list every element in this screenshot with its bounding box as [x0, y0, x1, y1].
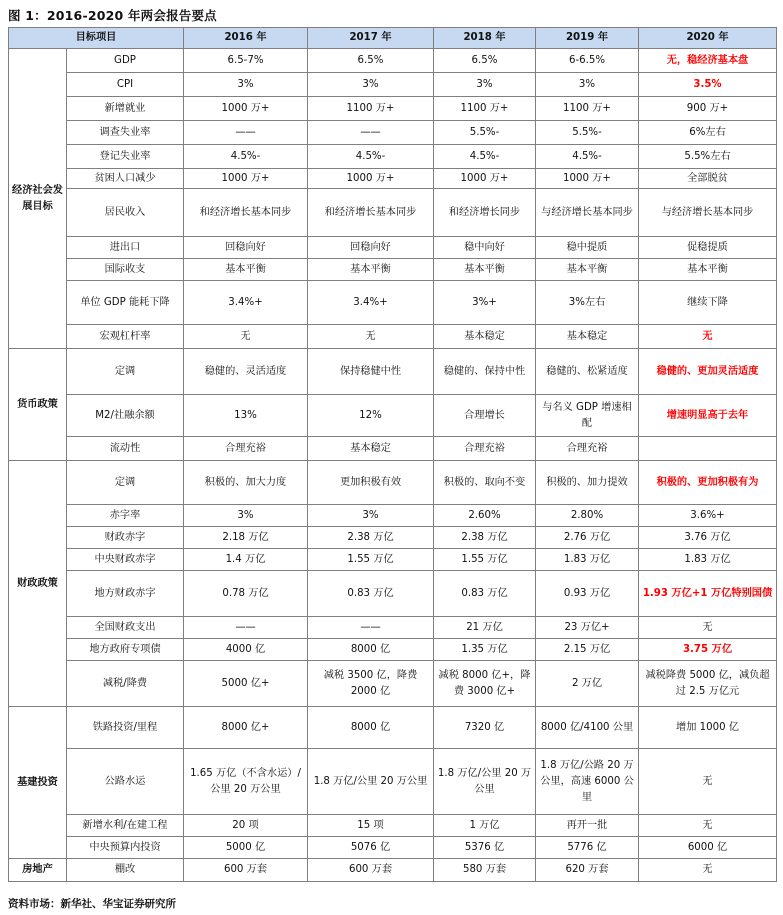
value-cell: 增速明显高于去年	[639, 395, 777, 437]
row-label: 棚改	[67, 859, 184, 882]
value-cell: 5076 亿	[308, 837, 434, 859]
table-row	[9, 527, 777, 549]
value-cell: 1100 万+	[308, 97, 434, 121]
table-row	[9, 97, 777, 121]
row-label: 中央财政赤字	[67, 549, 184, 571]
table-row	[9, 859, 777, 882]
value-cell: 23 万亿+	[536, 617, 639, 639]
value-cell: 1.83 万亿	[536, 549, 639, 571]
value-cell: 更加积极有效	[308, 461, 434, 505]
value-cell: 1100 万+	[434, 97, 536, 121]
value-cell: 1.65 万亿（不含水运）/公里 20 万公里	[184, 749, 308, 815]
value-cell: 减税降费 5000 亿，减负超过 2.5 万亿元	[639, 661, 777, 707]
value-cell: ——	[308, 617, 434, 639]
value-cell: 基本稳定	[434, 325, 536, 349]
value-cell: 20 项	[184, 815, 308, 837]
value-cell: 1.55 万亿	[434, 549, 536, 571]
value-cell: 和经济增长同步	[434, 189, 536, 237]
table-row	[9, 49, 777, 73]
row-label: 进出口	[67, 237, 184, 259]
value-cell: 稳中向好	[434, 237, 536, 259]
value-cell: 3.4%+	[308, 281, 434, 325]
value-cell: 3.5%	[639, 73, 777, 97]
value-cell: 无	[639, 749, 777, 815]
value-cell: 2.76 万亿	[536, 527, 639, 549]
value-cell: 增加 1000 亿	[639, 707, 777, 749]
value-cell: 回稳向好	[308, 237, 434, 259]
value-cell: 1.93 万亿+1 万亿特别国债	[639, 571, 777, 617]
table-row	[9, 281, 777, 325]
value-cell	[639, 437, 777, 461]
header-item: 目标项目	[9, 28, 184, 49]
value-cell: 3%+	[434, 281, 536, 325]
table-row	[9, 815, 777, 837]
source-note: 资料市场：新华社、华宝证券研究所	[8, 898, 176, 910]
value-cell: 2.38 万亿	[308, 527, 434, 549]
row-label: CPI	[67, 73, 184, 97]
value-cell: 继续下降	[639, 281, 777, 325]
value-cell: 4.5%-	[308, 145, 434, 169]
table-row	[9, 749, 777, 815]
header-year: 2016 年	[184, 28, 308, 49]
row-label: 流动性	[67, 437, 184, 461]
value-cell: 积极的、取向不变	[434, 461, 536, 505]
value-cell: 3%	[184, 505, 308, 527]
value-cell: 1.8 万亿/公路 20 万公里，高速 6000 公里	[536, 749, 639, 815]
value-cell: ——	[308, 121, 434, 145]
value-cell: 积极的、加大力度	[184, 461, 308, 505]
value-cell: 与经济增长基本同步	[536, 189, 639, 237]
header-year: 2020 年	[639, 28, 777, 49]
value-cell: 促稳提质	[639, 237, 777, 259]
value-cell: 合理充裕	[536, 437, 639, 461]
row-label: GDP	[67, 49, 184, 73]
row-label: 国际收支	[67, 259, 184, 281]
table-row	[9, 73, 777, 97]
row-label: M2/社融余额	[67, 395, 184, 437]
table-row	[9, 349, 777, 395]
row-label: 地方财政赤字	[67, 571, 184, 617]
value-cell: 基本平衡	[434, 259, 536, 281]
value-cell: ——	[184, 121, 308, 145]
value-cell: 1000 万+	[308, 169, 434, 189]
row-label: 贫困人口减少	[67, 169, 184, 189]
table-row	[9, 395, 777, 437]
row-label: 地方政府专项债	[67, 639, 184, 661]
value-cell: 8000 亿+	[184, 707, 308, 749]
value-cell: 12%	[308, 395, 434, 437]
value-cell: 15 项	[308, 815, 434, 837]
value-cell: 2.80%	[536, 505, 639, 527]
value-cell: 1.55 万亿	[308, 549, 434, 571]
value-cell: 积极的、更加积极有为	[639, 461, 777, 505]
value-cell: 0.83 万亿	[434, 571, 536, 617]
header-row	[9, 28, 777, 49]
value-cell: 基本稳定	[308, 437, 434, 461]
value-cell: 1000 万+	[434, 169, 536, 189]
row-label: 新增就业	[67, 97, 184, 121]
value-cell: 1 万亿	[434, 815, 536, 837]
group-label: 货币政策	[9, 349, 67, 461]
value-cell: 基本稳定	[536, 325, 639, 349]
value-cell: 1.35 万亿	[434, 639, 536, 661]
value-cell: 1.8 万亿/公里 20 万公里	[308, 749, 434, 815]
value-cell: 减税 8000 亿+，降费 3000 亿+	[434, 661, 536, 707]
table-row	[9, 237, 777, 259]
value-cell: 2.18 万亿	[184, 527, 308, 549]
value-cell: 再开一批	[536, 815, 639, 837]
value-cell: 2 万亿	[536, 661, 639, 707]
row-label: 新增水利/在建工程	[67, 815, 184, 837]
value-cell: 无	[639, 859, 777, 882]
value-cell: 与名义 GDP 增速相配	[536, 395, 639, 437]
value-cell: 无	[639, 617, 777, 639]
value-cell: 8000 亿	[308, 639, 434, 661]
value-cell: 1100 万+	[536, 97, 639, 121]
value-cell: 3%左右	[536, 281, 639, 325]
row-label: 赤字率	[67, 505, 184, 527]
row-label: 铁路投资/里程	[67, 707, 184, 749]
value-cell: 5776 亿	[536, 837, 639, 859]
value-cell: 3%	[308, 505, 434, 527]
value-cell: 1000 万+	[184, 97, 308, 121]
value-cell: 6%左右	[639, 121, 777, 145]
value-cell: 5000 亿	[184, 837, 308, 859]
row-label: 全国财政支出	[67, 617, 184, 639]
value-cell: 稳健的、更加灵活适度	[639, 349, 777, 395]
row-label: 中央预算内投资	[67, 837, 184, 859]
value-cell: 4.5%-	[184, 145, 308, 169]
value-cell: 4000 亿	[184, 639, 308, 661]
header-year: 2019 年	[536, 28, 639, 49]
value-cell: 2.15 万亿	[536, 639, 639, 661]
value-cell: 5.5%-	[434, 121, 536, 145]
table-row	[9, 259, 777, 281]
value-cell: 基本平衡	[184, 259, 308, 281]
row-label: 宏观杠杆率	[67, 325, 184, 349]
value-cell: 与经济增长基本同步	[639, 189, 777, 237]
value-cell: 3.76 万亿	[639, 527, 777, 549]
group-label: 房地产	[9, 859, 67, 882]
value-cell: 620 万套	[536, 859, 639, 882]
value-cell: 3.4%+	[184, 281, 308, 325]
value-cell: 稳中提质	[536, 237, 639, 259]
table-row	[9, 325, 777, 349]
value-cell: 稳健的、灵活适度	[184, 349, 308, 395]
row-label: 财政赤字	[67, 527, 184, 549]
group-label: 基建投资	[9, 707, 67, 859]
row-label: 定调	[67, 461, 184, 505]
table-row	[9, 661, 777, 707]
value-cell: 3.75 万亿	[639, 639, 777, 661]
value-cell: 900 万+	[639, 97, 777, 121]
value-cell: 3%	[536, 73, 639, 97]
value-cell: 13%	[184, 395, 308, 437]
value-cell: 21 万亿	[434, 617, 536, 639]
value-cell: 600 万套	[308, 859, 434, 882]
value-cell: 580 万套	[434, 859, 536, 882]
value-cell: 3%	[434, 73, 536, 97]
value-cell: 基本平衡	[639, 259, 777, 281]
table-row	[9, 189, 777, 237]
row-label: 单位 GDP 能耗下降	[67, 281, 184, 325]
value-cell: 5376 亿	[434, 837, 536, 859]
table-row	[9, 145, 777, 169]
table-row	[9, 617, 777, 639]
table-row	[9, 837, 777, 859]
value-cell: 全部脱贫	[639, 169, 777, 189]
value-cell: 4.5%-	[536, 145, 639, 169]
table-row	[9, 571, 777, 617]
value-cell: 1.4 万亿	[184, 549, 308, 571]
value-cell: 5.5%左右	[639, 145, 777, 169]
group-label: 财政政策	[9, 461, 67, 707]
table-row	[9, 169, 777, 189]
row-label: 居民收入	[67, 189, 184, 237]
value-cell: 无	[308, 325, 434, 349]
value-cell: 稳健的、松紧适度	[536, 349, 639, 395]
value-cell: 0.93 万亿	[536, 571, 639, 617]
value-cell: 基本平衡	[536, 259, 639, 281]
value-cell: ——	[184, 617, 308, 639]
value-cell: 无	[184, 325, 308, 349]
group-label: 经济社会发展目标	[9, 49, 67, 349]
value-cell: 1000 万+	[536, 169, 639, 189]
table-row	[9, 549, 777, 571]
value-cell: 7320 亿	[434, 707, 536, 749]
value-cell: 1000 万+	[184, 169, 308, 189]
header-year: 2018 年	[434, 28, 536, 49]
row-label: 调查失业率	[67, 121, 184, 145]
table-row	[9, 121, 777, 145]
row-label: 登记失业率	[67, 145, 184, 169]
value-cell: 和经济增长基本同步	[308, 189, 434, 237]
value-cell: 4.5%-	[434, 145, 536, 169]
value-cell: 回稳向好	[184, 237, 308, 259]
table-row	[9, 707, 777, 749]
value-cell: 合理增长	[434, 395, 536, 437]
figure-title: 图 1：2016-2020 年两会报告要点	[8, 8, 217, 23]
value-cell: 6.5-7%	[184, 49, 308, 73]
value-cell: 无，稳经济基本盘	[639, 49, 777, 73]
value-cell: 合理充裕	[434, 437, 536, 461]
value-cell: 2.60%	[434, 505, 536, 527]
value-cell: 积极的、加力提效	[536, 461, 639, 505]
two-sessions-table	[8, 27, 777, 882]
value-cell: 6.5%	[434, 49, 536, 73]
table-row	[9, 461, 777, 505]
value-cell: 减税 3500 亿，降费 2000 亿	[308, 661, 434, 707]
value-cell: 无	[639, 815, 777, 837]
header-year: 2017 年	[308, 28, 434, 49]
value-cell: 8000 亿/4100 公里	[536, 707, 639, 749]
value-cell: 2.38 万亿	[434, 527, 536, 549]
table-row	[9, 505, 777, 527]
value-cell: 3.6%+	[639, 505, 777, 527]
table-row	[9, 437, 777, 461]
value-cell: 1.8 万亿/公里 20 万公里	[434, 749, 536, 815]
value-cell: 合理充裕	[184, 437, 308, 461]
value-cell: 600 万套	[184, 859, 308, 882]
value-cell: 6.5%	[308, 49, 434, 73]
value-cell: 保持稳健中性	[308, 349, 434, 395]
value-cell: 3%	[184, 73, 308, 97]
value-cell: 3%	[308, 73, 434, 97]
value-cell: 稳健的、保持中性	[434, 349, 536, 395]
value-cell: 无	[639, 325, 777, 349]
row-label: 公路水运	[67, 749, 184, 815]
value-cell: 基本平衡	[308, 259, 434, 281]
value-cell: 5.5%-	[536, 121, 639, 145]
value-cell: 和经济增长基本同步	[184, 189, 308, 237]
row-label: 减税/降费	[67, 661, 184, 707]
value-cell: 0.83 万亿	[308, 571, 434, 617]
row-label: 定调	[67, 349, 184, 395]
table-row	[9, 639, 777, 661]
value-cell: 6-6.5%	[536, 49, 639, 73]
value-cell: 6000 亿	[639, 837, 777, 859]
value-cell: 5000 亿+	[184, 661, 308, 707]
value-cell: 8000 亿	[308, 707, 434, 749]
value-cell: 1.83 万亿	[639, 549, 777, 571]
value-cell: 0.78 万亿	[184, 571, 308, 617]
